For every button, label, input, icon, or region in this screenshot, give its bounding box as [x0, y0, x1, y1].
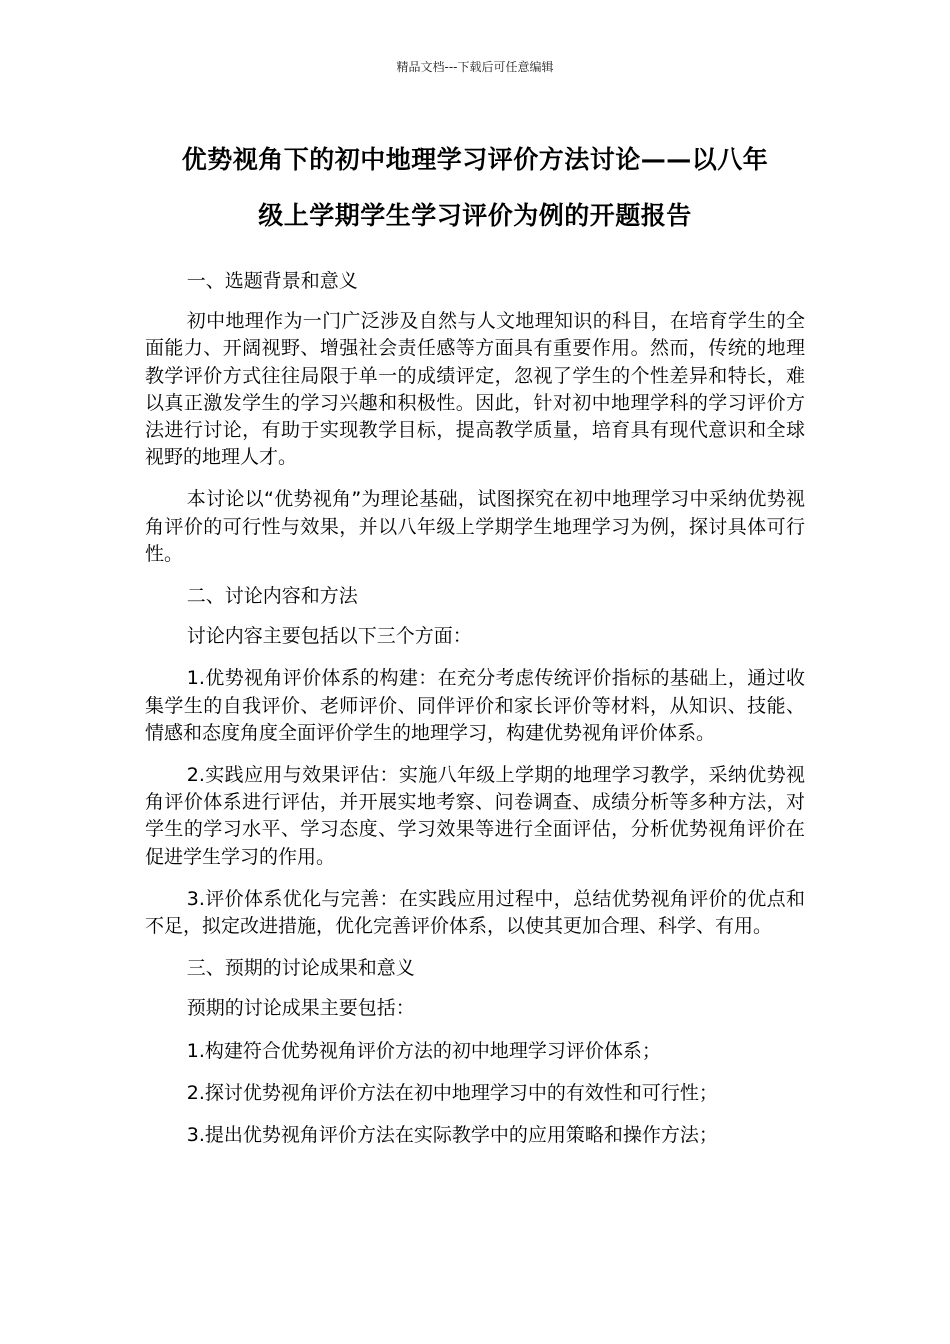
list-item: 1.优势视角评价体系的构建：在充分考虑传统评价指标的基础上，通过收集学生的自我评价、老师评价、同伴评价和家长评价等材料，从知识、技能、情感和态度角度全面评价学生的地理学习，构建优势视角评价体系。 [145, 667, 805, 744]
body-paragraph: 初中地理作为一门广泛涉及自然与人文地理知识的科目，在培育学生的全面能力、开阔视野、增强社会责任感等方面具有重要作用。然而，传统的地理教学评价方式往往局限于单一的成绩评定，忽视了学生的个性差异和特长，难以真正激发学生的学习兴趣和积极性。因此，针对初中地理学科的学习评价方法进行讨论，有助于实现教学目标，提高教学质量，培育具有现代意识和全球视野的地理人才。 [145, 310, 805, 469]
section-heading: 二、讨论内容和方法 [186, 585, 358, 608]
list-item: 2.探讨优势视角评价方法在初中地理学习中的有效性和可行性； [186, 1081, 718, 1104]
list-item: 3.评价体系优化与完善：在实践应用过程中，总结优势视角评价的优点和不足，拟定改进措施，优化完善评价体系，以使其更加合理、科学、有用。 [145, 887, 805, 938]
list-item: 3.提出优势视角评价方法在实际教学中的应用策略和操作方法； [186, 1124, 718, 1147]
list-item: 2.实践应用与效果评估：实施八年级上学期的地理学习教学，采纳优势视角评价体系进行评估，并开展实地考察、问卷调查、成绩分析等多种方法，对学生的学习水平、学习态度、学习效果等进行全面评估，分析优势视角评价在促进学生学习的作用。 [145, 764, 805, 868]
list-item: 1.构建符合优势视角评价方法的初中地理学习评价体系； [186, 1039, 661, 1062]
document-title-line-1: 优势视角下的初中地理学习评价方法讨论——以八年 [181, 145, 769, 174]
page-header: 精品文档---下载后可任意编辑 [396, 60, 554, 74]
section-heading: 一、选题背景和意义 [186, 270, 358, 292]
body-paragraph: 本讨论以“优势视角”为理论基础，试图探究在初中地理学习中采纳优势视角评价的可行性与效果，并以八年级上学期学生地理学习为例，探讨具体可行性。 [145, 488, 805, 565]
section-heading: 三、预期的讨论成果和意义 [186, 957, 415, 980]
body-paragraph: 预期的讨论成果主要包括： [186, 997, 415, 1020]
document-title-line-2: 级上学期学生学习评价为例的开题报告 [258, 201, 692, 230]
document-body [145, 268, 805, 1164]
body-paragraph: 讨论内容主要包括以下三个方面： [186, 625, 472, 648]
